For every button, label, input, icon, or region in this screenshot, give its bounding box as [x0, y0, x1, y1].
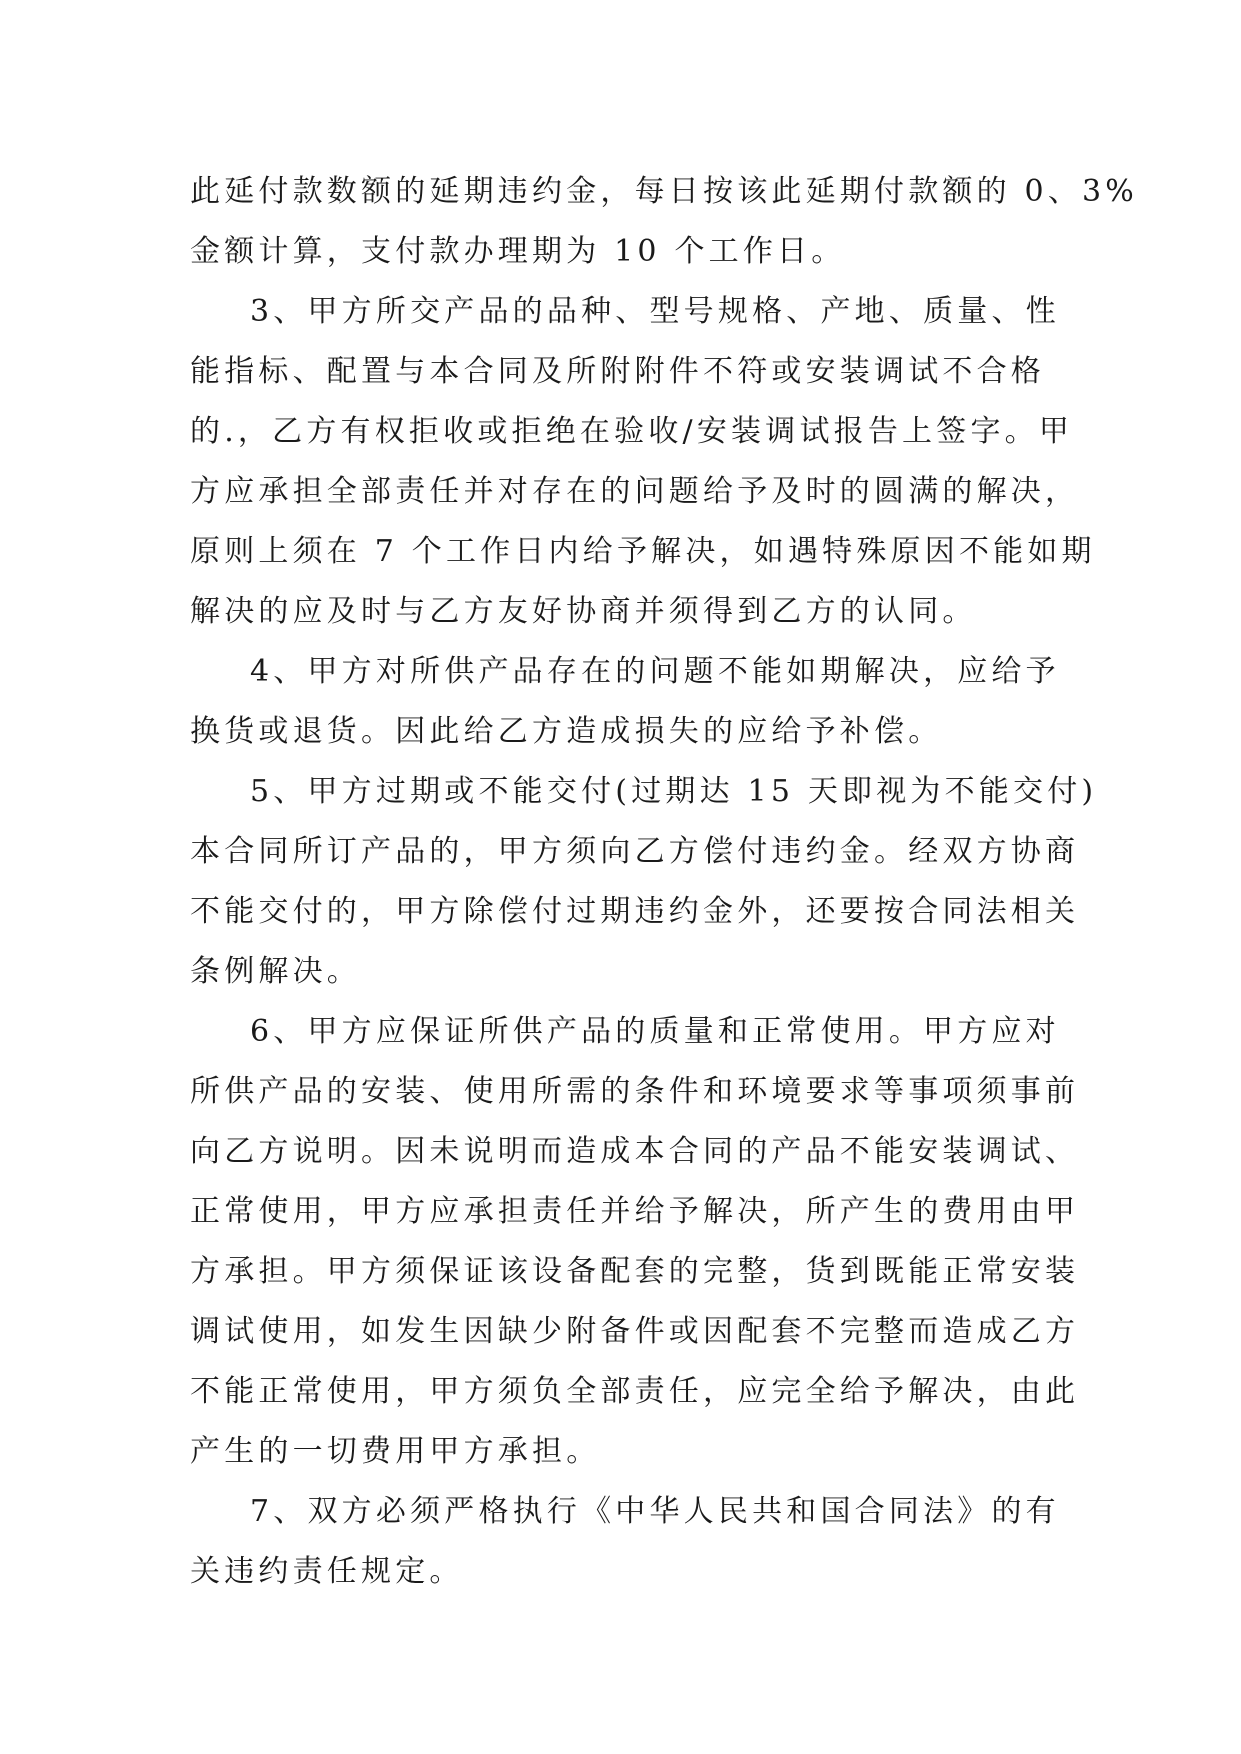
- clause-3-first-line: 3、甲方所交产品的品种、型号规格、产地、质量、性: [250, 294, 1060, 329]
- text-line: 原则上须在 7 个工作日内给予解决，如遇特殊原因不能如期: [190, 534, 1096, 569]
- clause-4-first-line: 4、甲方对所供产品存在的问题不能如期解决，应给予: [250, 654, 1060, 689]
- text-line: 金额计算，支付款办理期为 10 个工作日。: [190, 234, 846, 269]
- text-line: 此延付款数额的延期违约金，每日按该此延期付款额的 0、3%: [190, 174, 1139, 209]
- text-line: 方承担。甲方须保证该设备配套的完整，货到既能正常安装: [190, 1254, 1080, 1289]
- text-line: 所供产品的安装、使用所需的条件和环境要求等事项须事前: [190, 1074, 1080, 1109]
- text-line: 向乙方说明。因未说明而造成本合同的产品不能安装调试、: [190, 1134, 1080, 1169]
- clause-5-first-line: 5、甲方过期或不能交付(过期达 15 天即视为不能交付): [250, 774, 1098, 809]
- text-line: 解决的应及时与乙方友好协商并须得到乙方的认同。: [190, 594, 977, 629]
- clause-6-first-line: 6、甲方应保证所供产品的质量和正常使用。甲方应对: [250, 1014, 1060, 1049]
- text-line: 不能交付的，甲方除偿付过期违约金外，还要按合同法相关: [190, 894, 1080, 929]
- text-line: 不能正常使用，甲方须负全部责任，应完全给予解决，由此: [190, 1374, 1080, 1409]
- clause-7-first-line: 7、双方必须严格执行《中华人民共和国合同法》的有: [250, 1494, 1060, 1529]
- contract-text-body: [190, 162, 1139, 1602]
- text-line: 正常使用，甲方应承担责任并给予解决，所产生的费用由甲: [190, 1194, 1080, 1229]
- text-line: 能指标、配置与本合同及所附附件不符或安装调试不合格: [190, 354, 1045, 389]
- text-line: 方应承担全部责任并对存在的问题给予及时的圆满的解决，: [190, 474, 1080, 509]
- text-line: 条例解决。: [190, 954, 361, 989]
- text-line: 的.，乙方有权拒收或拒绝在验收/安装调试报告上签字。甲: [190, 414, 1074, 449]
- text-line: 换货或退货。因此给乙方造成损失的应给予补偿。: [190, 714, 943, 749]
- text-line: 本合同所订产品的，甲方须向乙方偿付违约金。经双方协商: [190, 834, 1080, 869]
- text-line: 调试使用，如发生因缺少附备件或因配套不完整而造成乙方: [190, 1314, 1080, 1349]
- text-line: 关违约责任规定。: [190, 1554, 464, 1589]
- text-line: 产生的一切费用甲方承担。: [190, 1434, 601, 1469]
